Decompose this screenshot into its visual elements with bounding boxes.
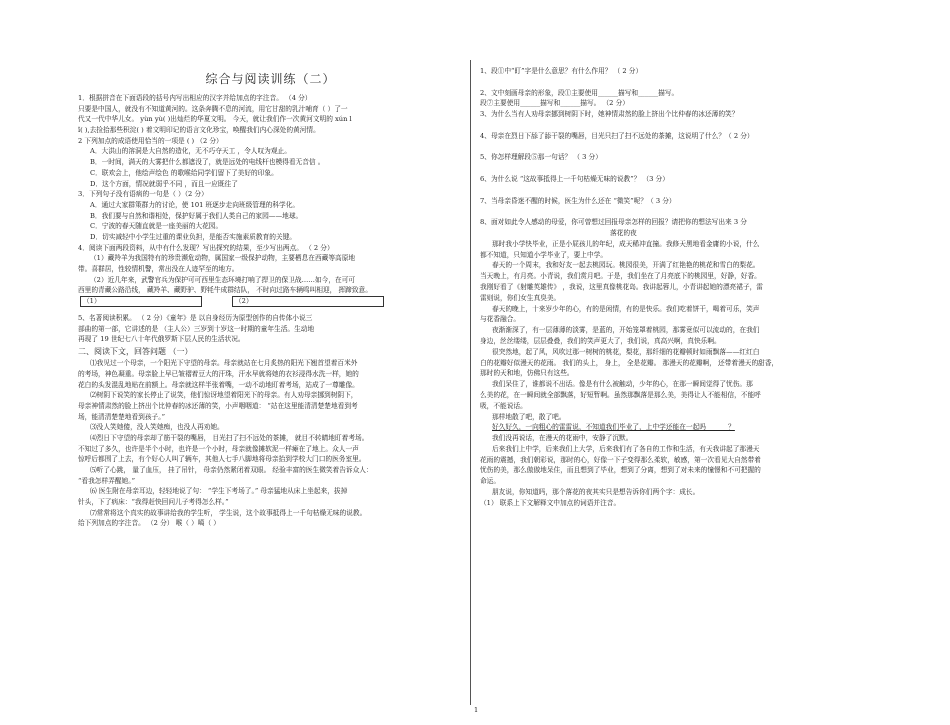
question-line: 4、母亲在烈日下舔了舔干裂的嘴唇，目光只扫了扫不远处的茶摊，这说明了什么？（ 2 分）	[480, 131, 754, 140]
story-line: 后来我们上中学，后来我们上大学，后来我们有了各自的工作和生活，有天我讲起了那漫天	[492, 444, 760, 453]
story-line: 忧伤的美，那么傲傲地呆住，而且想到了毕业，想到了分离，想到了对未来的憧憬和不可把握的	[480, 466, 761, 475]
section-heading: 二、阅读下文，回答问题 （一）	[78, 347, 193, 357]
page-number: 1	[474, 706, 479, 714]
story-line: 么美的花，在一瞬间就全部飘落，好短暂啊。虽然那飘落是那么美，美得让人不能相信，不能呼	[480, 390, 761, 399]
passage-line: 的考场，神色凝重。母亲脸上早已皱褶着豆大的汗珠，汗水早就将她的衣衫浸得水洗一样，她的	[78, 369, 359, 378]
passage-line: “看我怎样弄醒她。”	[78, 476, 135, 485]
text-line: ǐ( ),去捡拾那些积淀( ) 着文明印记的语言文化珍宝，唤醒我们内心深处的黄河情。	[78, 126, 320, 135]
question-line: 3、为什么当有人劝母亲挪到树阴下时，她神情肃然的脸上挤出个比仲春的冰还薄的笑？	[480, 110, 739, 119]
story-line: 好久好久，一向粗心的雷雷说，不知道我们毕业了，上中学还能在一起吗 ______？	[492, 423, 735, 432]
story-line: 春天的一个周末，我和好友一起去桃园玩。桃园很美，开满了红艳艳的桃花和雪白的梨花。	[492, 261, 760, 270]
story-line: 白的花瓣好似漫天的花雨。 我们的头上， 身上， 全是花瓣。 那漫天的花瓣啊， 还带着漫天的甜香，	[480, 358, 779, 367]
column-divider	[470, 60, 471, 705]
question-line: 6、为什么说 “这故事抵得上一千句枯燥无味的说教”？ （3 分）	[480, 174, 669, 183]
answer-space	[480, 206, 872, 217]
passage-line: ⑹ 医生附在母亲耳边，轻轻地说了句： “学生下考场了。” 母亲猛地从床上坐起来，拔掉	[90, 487, 348, 496]
question-line: 7、当母亲昏迷不醒的时候，医生为什么还在 “微笑”呢？（ 3 分）	[480, 196, 676, 205]
text-line: 5、名著阅读积累。 （ 2 分）《童年》是 以自身经历为原型创作的自传体小说三	[78, 314, 313, 323]
passage-line: 母亲神情肃然的脸上挤出个比仲春的冰还薄的笑，小声咽咽道： “站在这里能清清楚楚地看到考	[78, 401, 358, 410]
story-line: 身边，丝丝缕缕，层层叠叠，我们的笑声更大了，我们说，真高兴啊，真快乐啊。	[480, 336, 721, 345]
question-line: （1） 联系上下文解释文中加点的词语并注音。	[480, 498, 621, 507]
passage-line: ⑵树阴下说笑的家长停止了说笑，他们惊讶地望着阳光下的母亲。有人劝母亲挪到树阴下，	[90, 391, 358, 400]
story-line: 那时我小学快毕业，正是小屁孩儿的年纪，成天稀冲直撞。我修天黑地看金庸的小说，什么	[492, 239, 760, 248]
passage-line: ⑷烈日下守望的母亲却了筋干裂的嘴唇， 目光扫了扫不远处的茶摊， 就目不转睛地盯着考场。	[90, 433, 369, 442]
text-line: 2 下列加点的成语使用恰当的一项是 ( ) （2 分）	[78, 136, 223, 145]
story-line: 朋友说，你知道吗，那个落花的夜其实只是想告诉你们两个字：成长。	[492, 488, 700, 497]
answer-space	[480, 142, 872, 153]
text-line: 1．根据拼音在下面语段的括号内写出相应的汉字并给加点的字注音。 （4 分）	[78, 94, 312, 102]
answer-space	[480, 77, 872, 88]
text-line: 只要是中国人，就没有不知道黄河的。这条奔腾不息的河流，用它甘甜的乳汁哺育（ ）了一	[78, 104, 348, 113]
question-line: 段⑦主要使用______描写和______描写。 （2 分）	[480, 99, 629, 108]
left-body	[78, 93, 463, 529]
page-title: 综合与阅读训练（二）	[205, 72, 336, 86]
passage-line: 花白的头发混乱地贴在前额上。母亲就这样半张着嘴，一动不动地盯着考场，站成了一尊雕像。	[78, 380, 359, 389]
text-line: B．我们要与自然和谐相处，保护好属于我们人类自己的家园——地球。	[90, 211, 303, 220]
right-body	[480, 66, 872, 509]
question-line: 2、文中刻画母亲的形象，段①主要使用______描写和______描写。	[480, 88, 679, 97]
passage-line: ⑸听了心跳， 量了血压， 挂了吊针， 母亲仍然紧闭着双眼。 经验丰富的医生微笑着告诉众人：	[90, 466, 373, 474]
answer-space	[480, 185, 872, 196]
story-line: 命运。	[480, 477, 501, 486]
text-line: 部曲的第一部，它讲述的是 （主人公）三岁到十岁这一时期的童年生活。生动地	[78, 324, 315, 333]
passage-line: 不知过了多久，也许是半个小时，也许是一个小时，母亲就像摊软泥一样瘫在了地上。众人一声	[78, 444, 359, 453]
text-line: 4．阅读下面两段资料，从中有什么发现？写出探究的结果，至少写出两点。 （ 2 分）	[78, 243, 334, 252]
question-line: 5、你怎样理解段⑤那一句话？ （ 3 分）	[480, 153, 602, 162]
story-line: 我们没再说话，在漫天的花雨中，安静了沉默。	[492, 434, 633, 443]
story-line: 与花香融合。	[480, 315, 521, 324]
text-line: C．宁波的春天随直就是一座美丽的大花园。	[90, 222, 223, 231]
text-line: B．一时间，满天的大雾把什么都遮没了，就是远处的电线杆也模得看无音信 。	[90, 158, 325, 167]
story-line: 很突然地，起了风，风吹过那一树树的桃花，梨花，那纤细的花瓣顿时如雨飘落——红红白	[492, 347, 760, 356]
story-line: 吸，不能说话。	[480, 401, 527, 410]
text-line: 西里的青藏公路沿线， 藏羚羊、藏野驴、野牦牛成群结队， 不时向过路车辆鸣叫相迎， 挥蹄致意。	[78, 286, 372, 295]
story-line: 我刚好看了《射雕英雄传》 ，我说，这里真像桃花岛。我讲起蓉儿，小青讲起她的漂亮裙子，雷	[480, 282, 763, 291]
text-line: （1）藏羚羊为我国特有的珍贵濒危动物，属国家一级保护动物，主要栖息在西藏等高原地	[90, 254, 356, 263]
story-line: 我们呆住了，谁都说不出话。像是有什么被触动，少年的心，在那一瞬间觉得了忧伤。那	[492, 380, 753, 389]
story-line: 当天晚上，有月亮。小青说，我们赏月吧。于是，我们坐在了月亮底下的桃园里，好静，好香。	[480, 272, 761, 281]
text-line: 带。喜群居，性较情机警，常出没在人迹罕至的地方。	[78, 265, 239, 273]
passage-line: 给下列加点的字注音。 （2 分） 喉（ ）噶（ ）	[78, 519, 220, 528]
answer-box[interactable]: （1）	[80, 296, 202, 307]
passage-line: 场，能清清楚楚地看到孩子。”	[78, 412, 166, 421]
answer-space	[480, 120, 872, 131]
text-line: A．大洪山的溶洞是大自然的造化，无不巧夺天工 ，令人叹为观止。	[90, 147, 291, 156]
story-line: 那样地散了吧，散了吧。	[492, 412, 566, 421]
question-line: 8、面对如此令人感动的母爱，你可曾想过回报母亲怎样的回报？请把你的想法写出来 3 分	[480, 218, 747, 227]
answer-box[interactable]: （2）	[232, 296, 384, 307]
story-line: 雷则说，你们女生真臭美。	[480, 293, 561, 302]
text-line: 3．下列句子没有语病的一句是（ ）（2 分）	[78, 190, 208, 199]
story-line: 春天的晚上，十来岁少年的心，有的是闲情，有的是快乐。我们吃着饼干，喝着可乐，笑声	[492, 304, 760, 313]
text-line: D．这个方面，情况就弱乎不同 ，而且一应既往了	[90, 179, 238, 188]
story-line: 都不知道，只知道小学毕业了，要上中学。	[480, 250, 608, 259]
passage-line: 针头，下了病床：“我得赶快回问儿子考得怎么样。”	[78, 498, 229, 507]
passage-line: 惊呼后都围了上去，有个好心人叫了辆车，其他人七手八脚地将母亲抬到学校大门口的医务室里。	[78, 455, 366, 464]
text-line: （2）近几年来，武警官兵为保护可可西里生态环境打响了捍卫的保卫战……如今，在可可	[90, 275, 356, 284]
text-line: A．通过大家群策群力的讨论，使 101 班逐步走向班级管理的科学化。	[90, 200, 300, 209]
answer-box-row	[78, 296, 463, 307]
question-line: 1、段①中“盯”字是什么意思？有什么作用？ （ 2 分）	[480, 67, 643, 75]
story-title: 落花的夜	[610, 228, 637, 237]
story-line: 夜渐渐深了，有一层薄薄的淡雾，是蓝的，开始笼罩着桃园，那雾竟似可以流动的，在我们	[492, 326, 760, 335]
answer-space	[480, 163, 872, 174]
passage-line: ⑶没人笑她傻，没人笑她痴，也没人再劝她。	[90, 423, 224, 432]
passage-line: ⑺常常将这个真实的故事讲给我的学生听， 学生说，这个故事抵得上一千句枯燥无味的说教。	[90, 508, 367, 517]
text-line: D．切实减轻中小学生过重的课业负担，是能否实施素质教育的关键。	[90, 232, 296, 241]
passage-line: ⑴我见过一个母亲，一个阳光下守望的母亲。母亲就站在七月炙热的阳光下翘首望着百米外	[90, 359, 358, 368]
text-line: 再现了 19 世纪七八十年代俄罗斯下层人民的生活状况。	[78, 335, 245, 344]
story-line: 花雨的震撼，我们朝彩说，那时的心，好像一下子变得那么柔软，敏感，第一次看见大自然带着	[480, 455, 761, 464]
text-line: C．联欢会上，他绘声绘色 的歌喉给同学们留下了美好的印象。	[90, 168, 278, 177]
story-line: 那时的天和地，仿佛只有这些。	[480, 369, 574, 378]
text-line: 代又一代中华儿女。 yùn yù( )出灿烂的华夏文明。 今天，就让我们作一次黄河文明的 xún l	[78, 115, 352, 124]
